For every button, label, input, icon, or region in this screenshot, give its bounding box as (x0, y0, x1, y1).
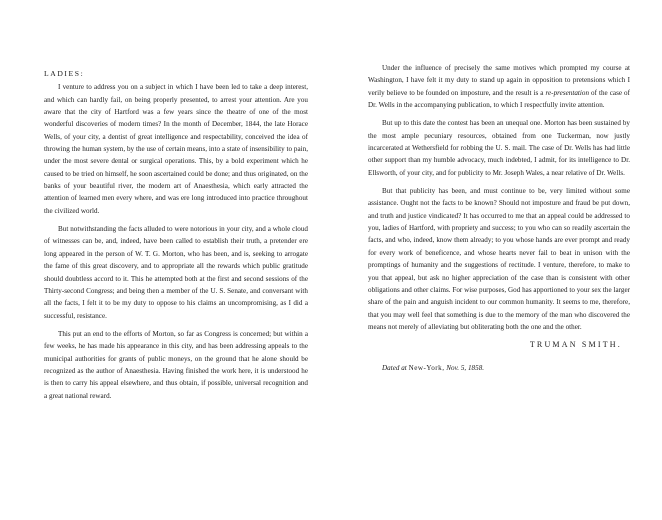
paragraph-text: Under the influence of precisely the same motives which prompted my course at Washington, I have felt it my duty to stand up again in opposition to pretensions which I verily believe to be founded on imposture, and the result is a (368, 64, 630, 97)
right-column (368, 62, 630, 374)
salutation: LADIES: (44, 69, 85, 78)
paragraph: I venture to address you on a subject in which I have been led to take a deep interest, and which can hardly fail, on being properly presented, to arrest your attention. Are you aware that the city of Hartford was a few years since the theatre of one of the most wonderful discoveries of modern times? In the month of December, 1844, the late Horace Wells, of your city, a dentist of great intelligence and respectability, conceived the idea of throwing the human system, by the use of certain means, into a state of insensibility to pain, under the most severe dental or surgical operations. This, by a bold experiment which he caused to be tried on himself, he soon ascertained could be done; and thus originated, on the banks of your beautiful river, the modern art of Anaesthesia, which early attracted the attention of learned men every where, and was ere long introduced into practice throughout the civilized world. (44, 83, 308, 215)
paragraph (368, 62, 630, 111)
paragraph: But notwithstanding the facts alluded to were notorious in your city, and a whole cloud of witnesses can be, and, indeed, have been called to establish their truth, a pretender ere long appeared in the person of W. T. G. Morton, who has been, and is, seeking to arrogate the fame of this great discovery, and to appropriate all the rewards which public gratitude should doubtless accord to it. This he attempted both at the first and second sessions of the Thirty-second Congress; and being then a member of the U. S. Senate, and conversant with all the facts, I felt it to be my duty to oppose to his claims an uncompromising, as I did a successful, resistance. (44, 225, 308, 320)
dateline-date: Nov. 5, 1858. (444, 363, 485, 372)
signature: TRUMAN SMITH. (529, 340, 622, 350)
paragraph (368, 185, 630, 333)
paragraph-text: But up to this date the contest has been an unequal one. Morton has been sustained by the most ample pecuniary resources, obtained from one Tuckerman, now justly incarcerated at Wethersfield for robbing the U. S. mail. The case of Dr. Wells has had little other support than my humble advocacy, much indebted, I admit, for its intelligence to Dr. Ellsworth, of your city, and for publicity to Mr. Joseph Wales, a near relative of Dr. Wells. (368, 119, 630, 177)
emphasis-text: re-presentation (545, 88, 590, 97)
paragraph: This put an end to the efforts of Morton, so far as Congress is concerned; but within a few weeks, he has made his appearance in this city, and has been addressing appeals to the municipal authorities for grants of public moneys, on the ground that he alone should be recognized as the author of Anaesthesia. Having finished the work here, it is understood he is then to carry his appeal elsewhere, and thus obtain, if possible, universal recognition and a great national reward. (44, 329, 308, 400)
paragraph-text: of the case of Dr. Wells in the accompanying publication, to which I respectfully invite attention. (368, 88, 630, 110)
dateline-city: New-York, (408, 363, 445, 372)
paragraph-text: But that publicity has been, and must continue to be, very limited without some assistance. Ought not the facts to be known? Should not imposture and fraud be put down, and truth and justice vindicated? It has occurred to me that an appeal could be addressed to you, ladies of Hartford, with propriety and success; to you who can so readily ascertain the facts, and who, indeed, know them already; to you whose hands are ever prompt and ready for every work of beneficence, and whose hearts never fail to beat in unison with the promptings of humanity and the suggestions of rectitude. I venture, therefore, to make to you that appeal, but ask no higher appreciation of the case than is consistent with other obligations and other claims. For wise purposes, God has apportioned to your sex the larger share of the pain and anguish incident to our common humanity. It seems to me, therefore, that you may well feel that something is due to the memory of the man who discovered the means not merely of alleviating but obliterating both the one and the other. (368, 187, 630, 331)
dateline-prefix: Dated at (382, 363, 409, 372)
paragraph (368, 117, 630, 179)
dateline (382, 362, 630, 374)
left-column (44, 68, 308, 408)
